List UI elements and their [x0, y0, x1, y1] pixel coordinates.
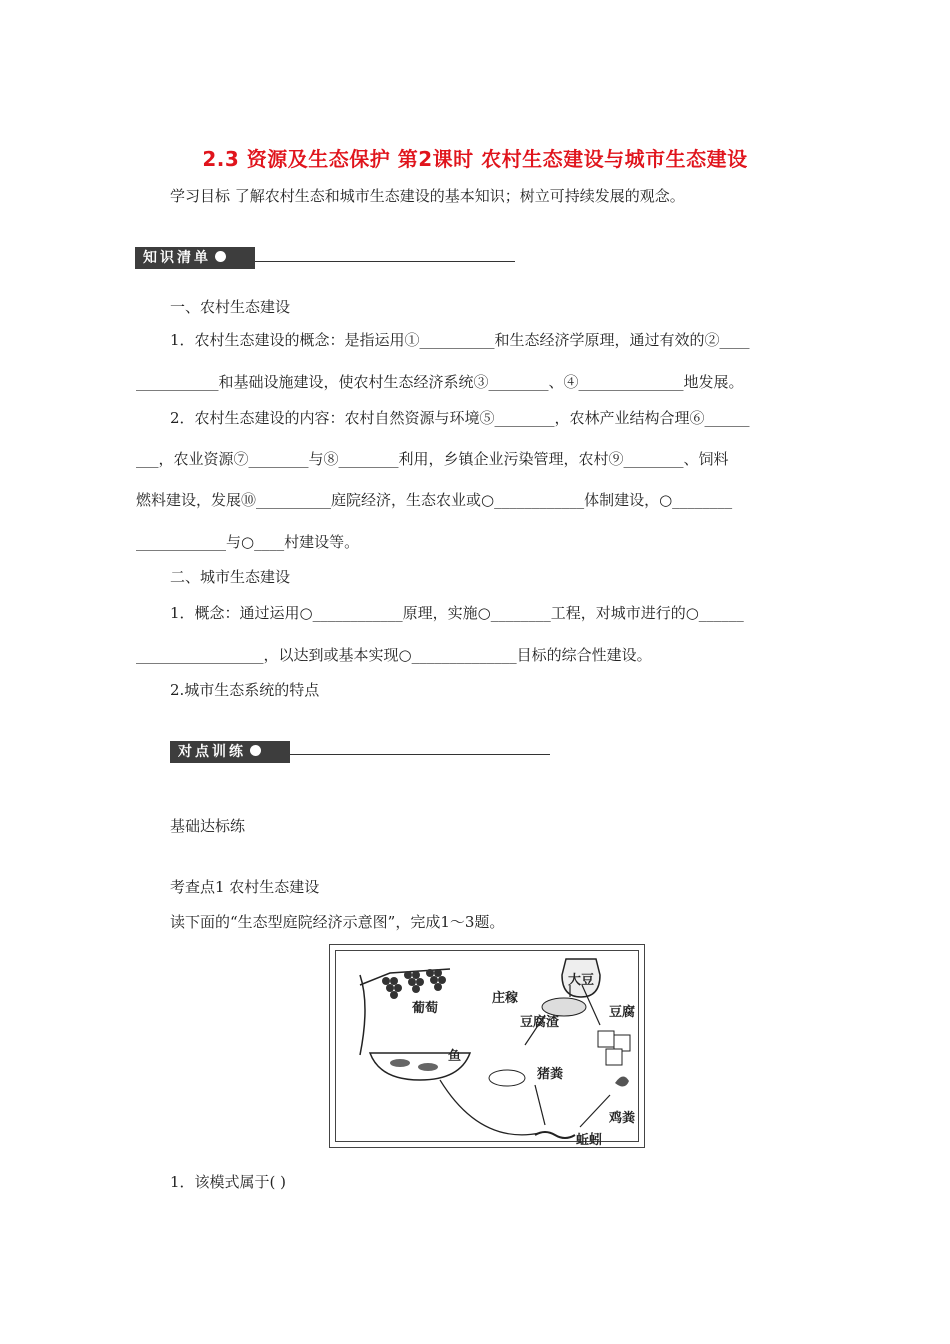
label-earthworm: 蚯蚓 — [576, 1133, 603, 1148]
learning-objective: 学习目标 了解农村生态和城市生态建设的基本知识；树立可持续发展的观念。 — [170, 187, 685, 205]
question-1: 1．该模式属于( ) — [170, 1173, 287, 1191]
divider — [290, 754, 550, 755]
text-line: 2.城市生态系统的特点 — [170, 681, 320, 699]
dot-icon — [250, 745, 261, 756]
text-line: 2．农村生态建设的内容：农村自然资源与环境⑤________，农林产业结构合理⑥______ — [170, 409, 750, 427]
text-line: 1．农村生态建设的概念：是指运用①__________和生态经济学原理，通过有效的②____ — [170, 331, 750, 349]
label-okara: 豆腐渣 — [520, 1015, 560, 1030]
label-crops: 庄稼 — [492, 991, 519, 1006]
label-soybean: 大豆 — [568, 973, 595, 988]
text-line: ____________与○____村建设等。 — [136, 533, 360, 551]
label-fish: 鱼 — [448, 1049, 462, 1064]
subsection-heading: 基础达标练 — [170, 817, 246, 835]
section-heading: 二、城市生态建设 — [170, 568, 291, 586]
text-line: ___，农业资源⑦________与⑧________利用，乡镇企业污染管理，农村⑨________、饲料 — [136, 450, 729, 468]
section-banner-knowledge — [135, 247, 255, 269]
label-pig-manure: 猪粪 — [537, 1067, 564, 1082]
banner-label: 对点训练 — [178, 744, 246, 760]
eco-courtyard-diagram — [329, 944, 645, 1148]
text-line: _________________，以达到或基本实现○______________目标的综合性建设。 — [136, 646, 652, 664]
text-line: 燃料建设，发展⑩__________庭院经济，生态农业或○____________体制建设，○________ — [136, 491, 733, 509]
label-tofu: 豆腐 — [609, 1005, 636, 1020]
section-banner-practice — [170, 741, 290, 763]
label-chicken-manure: 鸡粪 — [609, 1111, 636, 1126]
label-grape: 葡萄 — [412, 1001, 439, 1016]
text-line: 读下面的“生态型庭院经济示意图”，完成1～3题。 — [170, 913, 505, 931]
banner-label: 知识清单 — [143, 250, 211, 266]
text-line: 1．概念：通过运用○____________原理，实施○________工程，对城市进行的○______ — [170, 604, 744, 622]
page-title: 2.3 资源及生态保护 第2课时 农村生态建设与城市生态建设 — [202, 147, 748, 171]
text-line: ___________和基础设施建设，使农村生态经济系统③________、④______________地发展。 — [136, 373, 744, 391]
divider — [255, 261, 515, 262]
dot-icon — [215, 251, 226, 262]
diagram-drawing — [330, 945, 646, 1149]
subsection-heading: 考查点1 农村生态建设 — [170, 878, 320, 896]
section-heading: 一、农村生态建设 — [170, 298, 291, 316]
